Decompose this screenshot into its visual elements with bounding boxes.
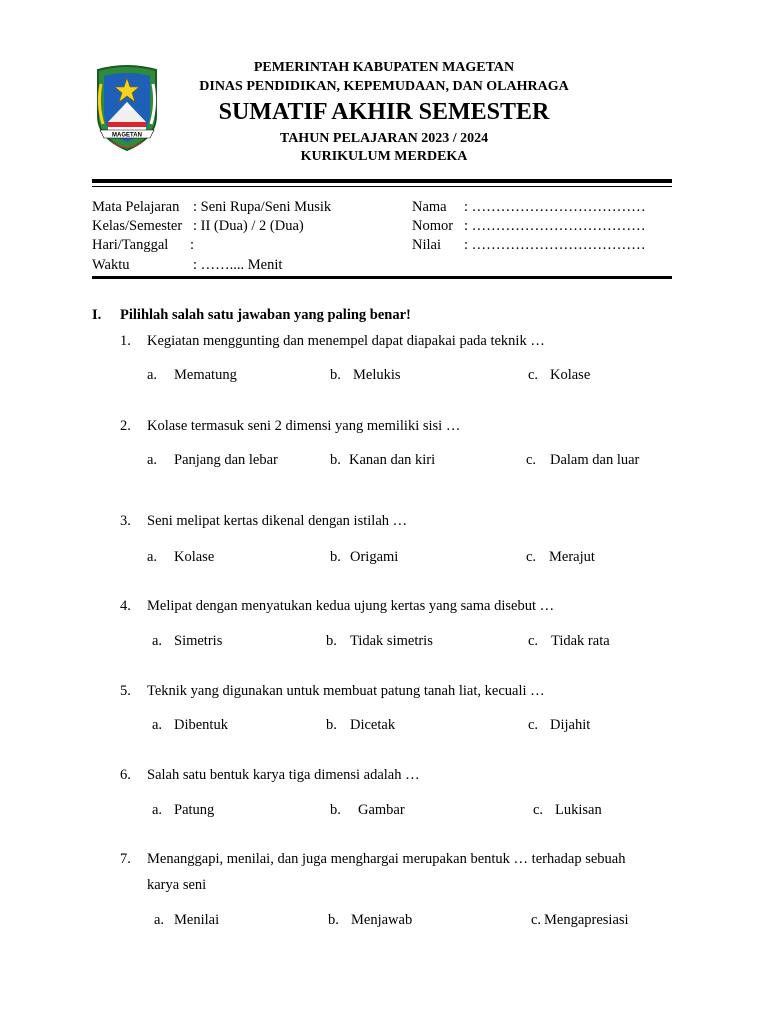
option-letter: b. (330, 367, 341, 383)
info-value-time: : …….... Menit (193, 257, 283, 273)
option-letter: b. (330, 452, 341, 468)
option-text: Tidak simetris (350, 633, 433, 649)
option-letter: a. (147, 367, 158, 383)
info-value-date: : (190, 237, 195, 253)
option-text: Merajut (549, 549, 595, 565)
question-number: 6. (120, 767, 131, 783)
question-text: Salah satu bentuk karya tiga dimensi adalah … (147, 767, 420, 783)
option-letter: c. (526, 549, 537, 565)
question-number: 3. (120, 513, 131, 529)
question-text: Teknik yang digunakan untuk membuat patung tanah liat, kecuali … (147, 683, 545, 699)
option-letter: b. (330, 802, 341, 818)
option-text: Dijahit (550, 717, 591, 733)
option-text: Kanan dan kiri (349, 452, 436, 468)
page-title: SUMATIF AKHIR SEMESTER (218, 99, 550, 125)
header-divider-thin (92, 186, 672, 187)
question-number: 4. (120, 598, 131, 614)
option-letter: a. (152, 802, 163, 818)
info-label-class: Kelas/Semester (92, 218, 183, 234)
option-text: Patung (174, 802, 215, 818)
option-letter: a. (152, 717, 163, 733)
option-text: Dibentuk (174, 717, 228, 733)
question-number: 1. (120, 333, 131, 349)
option-text: Simetris (174, 633, 223, 649)
option-letter: c. (528, 367, 539, 383)
info-divider (92, 276, 672, 279)
question-number: 5. (120, 683, 131, 699)
info-label-score: Nilai (412, 237, 441, 253)
header-academic-year: TAHUN PELAJARAN 2023 / 2024 (279, 131, 489, 146)
info-value-number: : ……………………………… (464, 218, 646, 234)
header-curriculum: KURIKULUM MERDEKA (300, 149, 468, 164)
info-value-subject: : Seni Rupa/Seni Musik (193, 199, 332, 215)
section-number: I. (92, 307, 102, 323)
info-value-class: : II (Dua) / 2 (Dua) (193, 218, 304, 234)
option-text: Kolase (174, 549, 215, 565)
option-letter: b. (328, 912, 339, 928)
info-value-name: : ……………………………… (464, 199, 646, 215)
option-text: Mematung (174, 367, 237, 383)
question-text: Seni melipat kertas dikenal dengan istilah … (147, 513, 408, 529)
magetan-emblem-logo (94, 64, 160, 154)
info-label-date: Hari/Tanggal (92, 237, 169, 253)
header-divider-thick (92, 179, 672, 183)
option-text: Dicetak (350, 717, 396, 733)
question-text: Menanggapi, menilai, dan juga menghargai merupakan bentuk … terhadap sebuah (147, 851, 626, 867)
option-letter: a. (147, 452, 158, 468)
option-letter: c. (526, 452, 537, 468)
info-value-score: : ……………………………… (464, 237, 646, 253)
option-letter: a. (154, 912, 165, 928)
option-letter: b. (326, 633, 337, 649)
option-text: Menjawab (351, 912, 413, 928)
header-department: DINAS PENDIDIKAN, KEPEMUDAAN, DAN OLAHRAGA (199, 79, 569, 94)
option-text: Menilai (174, 912, 220, 928)
option-letter: a. (147, 549, 158, 565)
option-letter: c. (533, 802, 544, 818)
question-text: Melipat dengan menyatukan kedua ujung kertas yang sama disebut … (147, 598, 555, 614)
option-letter: c. (528, 633, 539, 649)
option-text: Mengapresiasi (544, 912, 629, 928)
info-label-name: Nama (412, 199, 447, 215)
option-letter: b. (330, 549, 341, 565)
question-text: Kolase termasuk seni 2 dimensi yang memiliki sisi … (147, 418, 461, 434)
question-number: 2. (120, 418, 131, 434)
option-text: Tidak rata (551, 633, 610, 649)
option-text: Lukisan (555, 802, 602, 818)
option-text: Dalam dan luar (550, 452, 640, 468)
info-label-time: Waktu (92, 257, 130, 273)
header-government: PEMERINTAH KABUPATEN MAGETAN (253, 60, 515, 75)
section-instruction: Pilihlah salah satu jawaban yang paling benar! (120, 307, 411, 323)
option-letter: c. (531, 912, 542, 928)
info-label-number: Nomor (412, 218, 454, 234)
option-text: Melukis (353, 367, 401, 383)
option-letter: c. (528, 717, 539, 733)
question-text-continued: karya seni (147, 877, 207, 893)
option-letter: b. (326, 717, 337, 733)
question-text: Kegiatan menggunting dan menempel dapat diapakai pada teknik … (147, 333, 545, 349)
info-label-subject: Mata Pelajaran (92, 199, 180, 215)
option-text: Panjang dan lebar (174, 452, 278, 468)
svg-text:MAGETAN: MAGETAN (112, 132, 142, 139)
question-number: 7. (120, 851, 131, 867)
option-text: Kolase (550, 367, 591, 383)
option-text: Origami (350, 549, 399, 565)
option-letter: a. (152, 633, 163, 649)
option-text: Gambar (358, 802, 405, 818)
